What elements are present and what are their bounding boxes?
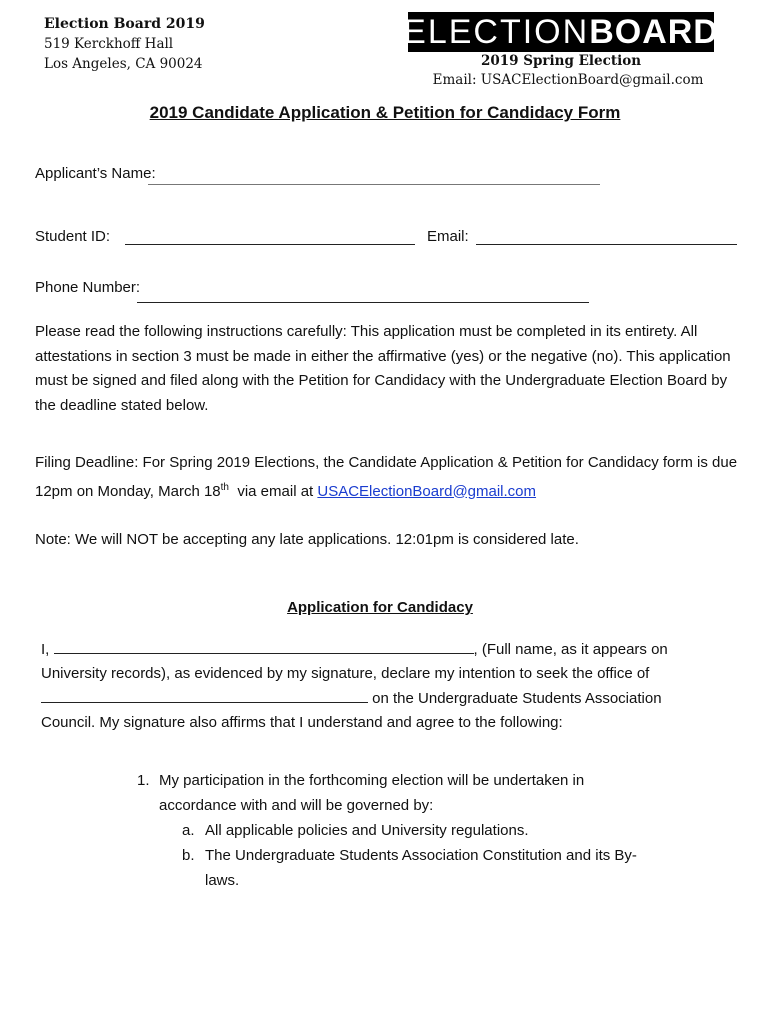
declaration-line-2: University records), as evidenced by my signature, declare my intention to seek the office of bbox=[41, 665, 650, 682]
sub-item-b-letter: b. bbox=[182, 847, 195, 864]
full-name-blank[interactable] bbox=[54, 639, 474, 654]
declaration-line-4: Council. My signature also affirms that I understand and agree to the following: bbox=[41, 714, 563, 731]
logo-thin-text: ELECTION bbox=[403, 12, 590, 51]
address-line-1: 519 Kerckhoff Hall bbox=[44, 36, 174, 52]
instructions-paragraph: Please read the following instructions carefully: This application must be completed in its entirety. All attestations in section 3 must be made in either the affirmative (yes) or the negative (no). This application must be signed and filed along with the Petition for Candidacy with the Undergraduate Election Board by the deadline stated below. bbox=[35, 323, 731, 414]
election-board-email-link[interactable]: USACElectionBoard@gmail.com bbox=[317, 482, 537, 500]
sub-item-b-line-2: laws. bbox=[205, 872, 240, 889]
email-label: Email: bbox=[427, 228, 469, 245]
list-item-1-number: 1. bbox=[137, 772, 150, 789]
late-note: Note: We will NOT be accepting any late applications. 12:01pm is considered late. bbox=[35, 531, 579, 548]
office-blank[interactable] bbox=[41, 688, 368, 703]
election-board-logo bbox=[403, 12, 719, 52]
phone-field[interactable] bbox=[137, 302, 589, 303]
student-id-label: Student ID: bbox=[35, 228, 111, 245]
declaration-line-1: I, , (Full name, as it appears on bbox=[41, 641, 668, 658]
deadline-paragraph: Filing Deadline: For Spring 2019 Elections, the Candidate Application & Petition for Candidacy form is due 12pm on Monday, March 18th via email at USACElectionBoard@gmail.com bbox=[35, 454, 738, 500]
sub-item-b-line-1: The Undergraduate Students Association Constitution and its By- bbox=[205, 847, 637, 864]
sub-item-a-text: All applicable policies and University regulations. bbox=[205, 822, 529, 839]
section-heading: Application for Candidacy bbox=[287, 599, 473, 616]
list-item-1-line-1: My participation in the forthcoming election will be undertaken in bbox=[159, 772, 585, 789]
org-name: Election Board 2019 bbox=[44, 16, 205, 32]
email-field[interactable] bbox=[476, 244, 737, 245]
phone-label: Phone Number: bbox=[35, 279, 141, 296]
declaration-line-3: on the Undergraduate Students Association bbox=[41, 687, 741, 712]
student-id-field[interactable] bbox=[125, 244, 415, 245]
board-email: Email: USACElectionBoard@gmail.com bbox=[432, 72, 704, 88]
page-title: 2019 Candidate Application & Petition for Candidacy Form bbox=[149, 103, 621, 122]
election-label: 2019 Spring Election bbox=[480, 53, 642, 69]
list-item-1-line-2: accordance with and will be governed by: bbox=[159, 797, 434, 814]
address-line-2: Los Angeles, CA 90024 bbox=[44, 56, 203, 72]
logo-bold-text: BOARD bbox=[589, 12, 719, 51]
sub-item-a-letter: a. bbox=[182, 822, 195, 839]
applicant-name-label: Applicant’s Name: bbox=[35, 165, 156, 182]
applicant-name-field[interactable] bbox=[148, 184, 600, 185]
